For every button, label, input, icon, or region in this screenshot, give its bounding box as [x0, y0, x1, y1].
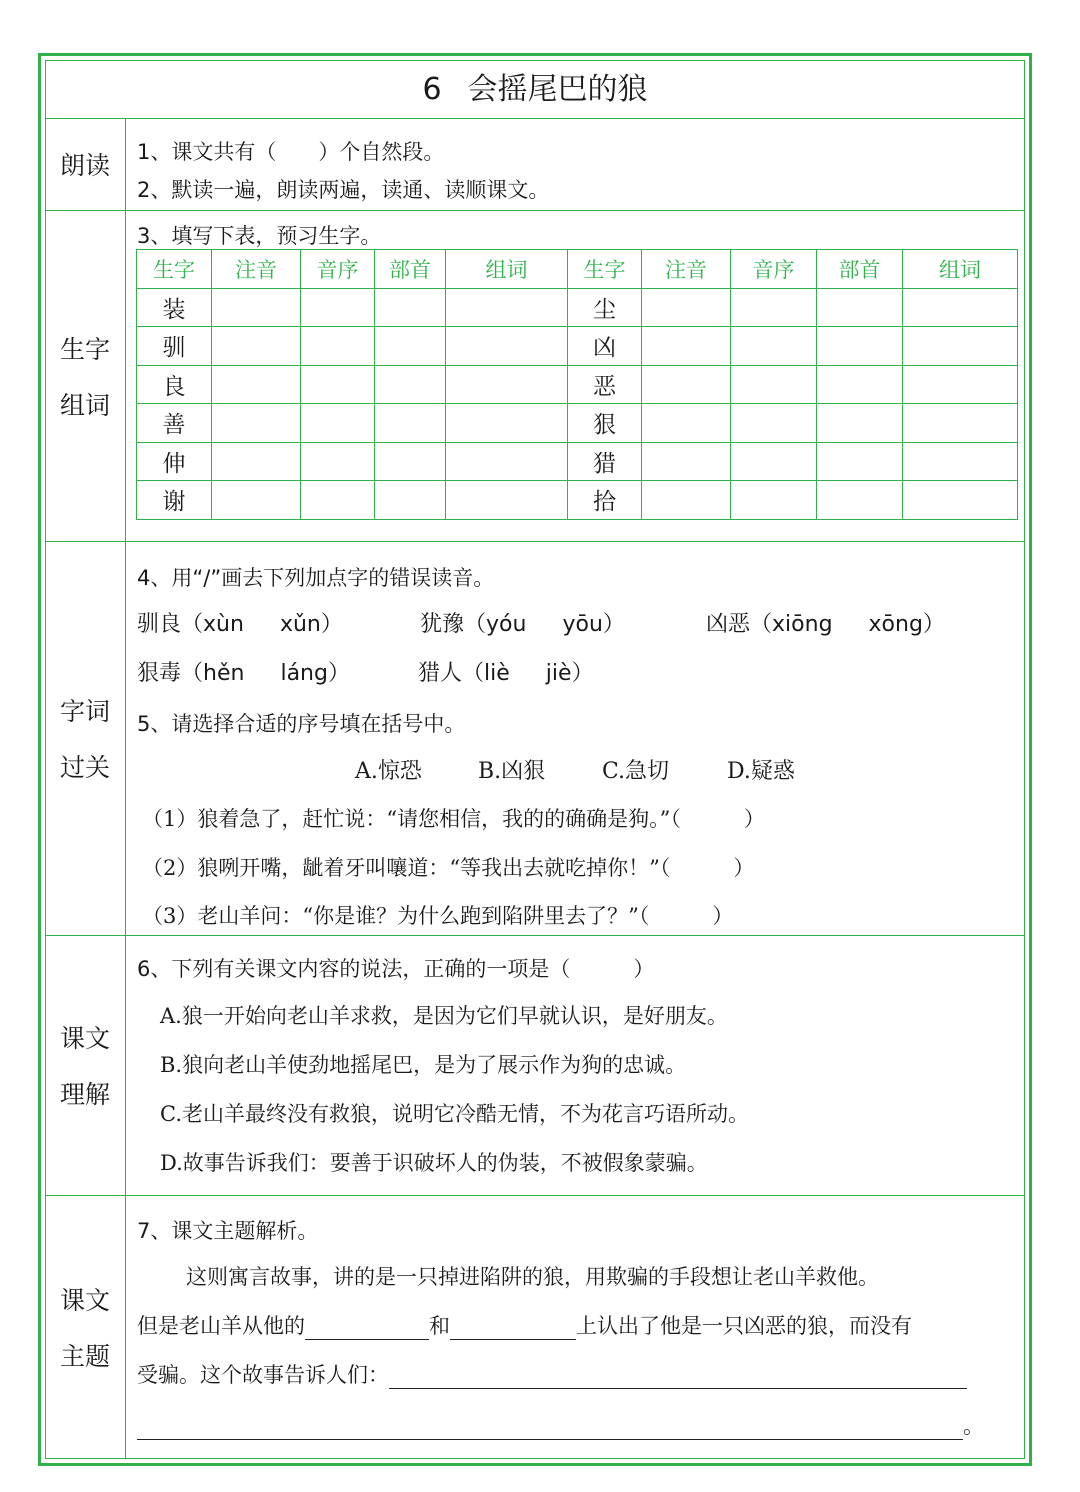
section-label-zuci: 组词 [59, 391, 110, 420]
pinyin-option[interactable]: yōu [562, 612, 603, 637]
question-7: 7、课文主题解析。 [137, 1219, 319, 1243]
pinyin-item: 犹豫（yóu yōu） [420, 612, 625, 637]
question-1: 1、课文共有（ ）个自然段。 [137, 140, 445, 164]
blank-cell[interactable] [903, 288, 1018, 327]
theme-text: 和 [429, 1314, 450, 1338]
char-cell: 恶 [568, 365, 642, 404]
table-row [137, 442, 1018, 481]
pinyin-option[interactable]: hěn [203, 661, 245, 686]
blank-line[interactable] [450, 1315, 576, 1340]
lesson-number: 6 [422, 72, 442, 107]
table-row [137, 481, 1018, 520]
blank-cell[interactable] [446, 404, 568, 443]
column-divider [125, 118, 126, 1459]
char-cell: 尘 [568, 288, 642, 327]
pinyin-item: 猎人（liè jiè） [418, 661, 594, 686]
table-header: 注音 [212, 250, 301, 289]
blank-cell[interactable] [817, 404, 903, 443]
blank-cell[interactable] [642, 442, 731, 481]
divider [45, 1195, 1025, 1196]
blank-cell[interactable] [731, 404, 817, 443]
blank-cell[interactable] [817, 365, 903, 404]
char-table [136, 249, 1018, 520]
blank-cell[interactable] [212, 404, 301, 443]
divider [45, 541, 1025, 542]
theme-text-line4 [137, 1410, 984, 1440]
pinyin-option[interactable]: liè [484, 661, 510, 686]
section-label-kewen: 课文 [59, 1024, 110, 1053]
blank-cell[interactable] [731, 442, 817, 481]
char-cell: 善 [137, 404, 212, 443]
table-header: 音序 [731, 250, 817, 289]
answer-option[interactable]: C.老山羊最终没有救狼，说明它冷酷无情，不为花言巧语所动。 [160, 1102, 749, 1126]
pinyin-word: 凶恶 [706, 612, 751, 637]
char-cell: 驯 [137, 327, 212, 366]
pinyin-item: 凶恶（xiōng xōng） [706, 612, 945, 637]
divider [45, 210, 1025, 211]
char-cell: 伸 [137, 442, 212, 481]
blank-cell[interactable] [375, 365, 446, 404]
period: 。 [963, 1414, 984, 1438]
pinyin-option[interactable]: xiōng [772, 612, 833, 637]
pinyin-option[interactable]: xǔn [279, 612, 321, 637]
blank-cell[interactable] [446, 481, 568, 520]
theme-text: 但是老山羊从他的 [137, 1314, 305, 1338]
choice-option: B.凶狠 [478, 759, 546, 784]
divider [45, 935, 1025, 936]
blank-cell[interactable] [817, 481, 903, 520]
blank-cell[interactable] [375, 404, 446, 443]
table-row [137, 288, 1018, 327]
question-3: 3、填写下表，预习生字。 [137, 224, 382, 248]
blank-cell[interactable] [301, 442, 375, 481]
blank-cell[interactable] [375, 327, 446, 366]
table-header: 生字 [568, 250, 642, 289]
table-header: 注音 [642, 250, 731, 289]
blank-cell[interactable] [642, 404, 731, 443]
answer-option[interactable]: B.狼向老山羊使劲地摇尾巴，是为了展示作为狗的忠诚。 [160, 1053, 687, 1077]
blank-cell[interactable] [731, 288, 817, 327]
pinyin-word: 犹豫 [420, 612, 465, 637]
table-header-row [137, 250, 1018, 289]
choice-option: A.惊恐 [355, 759, 422, 784]
blank-cell[interactable] [817, 442, 903, 481]
blank-cell[interactable] [642, 327, 731, 366]
pinyin-option[interactable]: xōng [868, 612, 923, 637]
blank-cell[interactable] [903, 365, 1018, 404]
blank-cell[interactable] [375, 288, 446, 327]
blank-cell[interactable] [903, 404, 1018, 443]
theme-text: 受骗。这个故事告诉人们： [137, 1363, 389, 1387]
char-cell: 猎 [568, 442, 642, 481]
choice-option: D.疑惑 [727, 759, 795, 784]
blank-cell[interactable] [642, 365, 731, 404]
section-label-kewen2: 课文 [59, 1286, 110, 1315]
sentence-item: （3）老山羊问：“你是谁？为什么跑到陷阱里去了？”（ ） [142, 904, 734, 928]
blank-line[interactable] [389, 1362, 967, 1389]
table-row [137, 327, 1018, 366]
pinyin-word: 狠毒 [137, 661, 182, 686]
theme-text: 上认出了他是一只凶恶的狼，而没有 [576, 1314, 912, 1338]
blank-cell[interactable] [903, 327, 1018, 366]
blank-cell[interactable] [446, 327, 568, 366]
section-label-guoguan: 过关 [59, 753, 110, 782]
pinyin-option[interactable]: láng [280, 661, 328, 686]
char-cell: 狠 [568, 404, 642, 443]
blank-cell[interactable] [731, 327, 817, 366]
answer-option[interactable]: A.狼一开始向老山羊求救，是因为它们早就认识，是好朋友。 [160, 1004, 728, 1028]
pinyin-option[interactable]: yóu [486, 612, 527, 637]
blank-cell[interactable] [731, 481, 817, 520]
pinyin-item: 狠毒（hěn láng） [137, 661, 350, 686]
table-header: 生字 [137, 250, 212, 289]
blank-cell[interactable] [301, 327, 375, 366]
blank-cell[interactable] [817, 288, 903, 327]
section-label-zici: 字词 [59, 697, 110, 726]
pinyin-option[interactable]: jiè [545, 661, 572, 686]
blank-line[interactable] [305, 1315, 429, 1340]
pinyin-item: 驯良（xùn xǔn） [137, 612, 343, 637]
blank-cell[interactable] [301, 288, 375, 327]
table-header: 音序 [301, 250, 375, 289]
pinyin-word: 猎人 [418, 661, 463, 686]
table-row [137, 404, 1018, 443]
blank-cell[interactable] [642, 481, 731, 520]
blank-cell[interactable] [817, 327, 903, 366]
question-5: 5、请选择合适的序号填在括号中。 [137, 712, 466, 736]
char-cell: 良 [137, 365, 212, 404]
question-6: 6、下列有关课文内容的说法，正确的一项是（ ） [137, 957, 655, 981]
theme-text-line3 [137, 1359, 967, 1389]
table-header: 部首 [817, 250, 903, 289]
blank-cell[interactable] [301, 404, 375, 443]
pinyin-word: 驯良 [137, 612, 182, 637]
blank-cell[interactable] [212, 481, 301, 520]
char-cell: 凶 [568, 327, 642, 366]
char-cell: 拾 [568, 481, 642, 520]
question-2: 2、默读一遍，朗读两遍，读通、读顺课文。 [137, 178, 550, 202]
answer-option[interactable]: D.故事告诉我们：要善于识破坏人的伪装，不被假象蒙骗。 [160, 1151, 708, 1175]
lesson-title: 会摇尾巴的狼 [467, 72, 648, 107]
sentence-item: （2）狼咧开嘴，龇着牙叫嚷道：“等我出去就吃掉你！”（ ） [142, 856, 755, 880]
char-cell: 谢 [137, 481, 212, 520]
theme-text-line2 [137, 1310, 912, 1340]
table-header: 组词 [903, 250, 1018, 289]
blank-cell[interactable] [301, 365, 375, 404]
pinyin-option[interactable]: xùn [203, 612, 244, 637]
table-row [137, 365, 1018, 404]
question-4: 4、用“/”画去下列加点字的错误读音。 [137, 566, 495, 590]
blank-cell[interactable] [903, 442, 1018, 481]
blank-cell[interactable] [375, 481, 446, 520]
section-label-zhuti: 主题 [59, 1342, 110, 1371]
blank-cell[interactable] [446, 288, 568, 327]
blank-cell[interactable] [212, 442, 301, 481]
blank-cell[interactable] [212, 365, 301, 404]
table-header: 部首 [375, 250, 446, 289]
blank-cell[interactable] [731, 365, 817, 404]
sentence-item: （1）狼着急了，赶忙说：“请您相信，我的的确确是狗。”（ ） [142, 807, 765, 831]
divider [45, 118, 1025, 119]
blank-cell[interactable] [903, 481, 1018, 520]
blank-cell[interactable] [212, 288, 301, 327]
blank-cell[interactable] [446, 365, 568, 404]
blank-cell[interactable] [375, 442, 446, 481]
blank-cell[interactable] [212, 327, 301, 366]
section-label-langdu: 朗读 [59, 151, 110, 180]
choice-option: C.急切 [602, 759, 670, 784]
table-header: 组词 [446, 250, 568, 289]
blank-cell[interactable] [446, 442, 568, 481]
section-label-lijie: 理解 [59, 1080, 110, 1109]
blank-line[interactable] [137, 1413, 963, 1440]
blank-cell[interactable] [301, 481, 375, 520]
section-label-shengzi: 生字 [59, 335, 110, 364]
theme-text-line1: 这则寓言故事，讲的是一只掉进陷阱的狼，用欺骗的手段想让老山羊救他。 [186, 1265, 879, 1289]
page-title [45, 62, 1025, 118]
blank-cell[interactable] [642, 288, 731, 327]
char-cell: 装 [137, 288, 212, 327]
